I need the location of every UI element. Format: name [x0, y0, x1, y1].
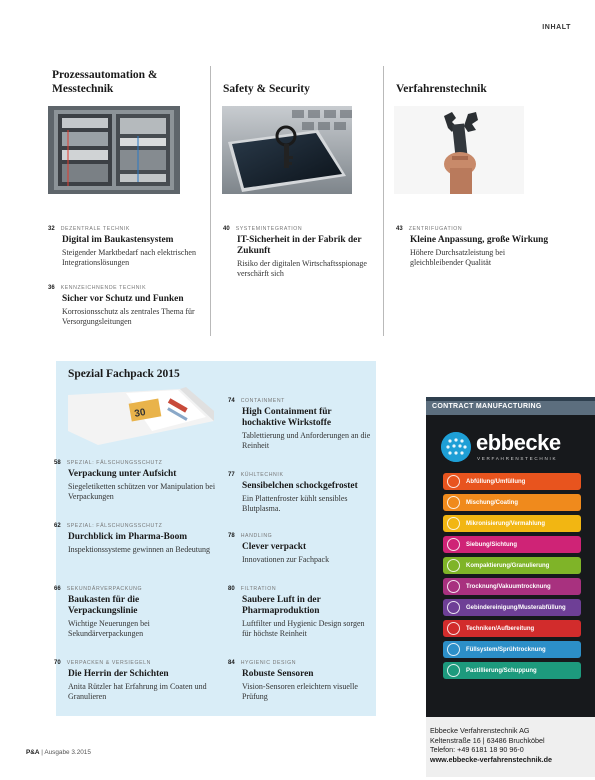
article-subtitle: Höhere Durchsatzleistung bei gleichbleibender Qualität: [410, 248, 506, 268]
article-title: Sicher vor Schutz und Funken: [62, 294, 184, 304]
article-title: Durchblick im Pharma-Boom: [68, 532, 188, 542]
article-subtitle: Steigender Marktbedarf nach elektrischen Integrationslösungen: [62, 248, 196, 268]
service-icon: [447, 475, 460, 488]
article-category: SEKUNDÄRVERPACKUNG: [66, 586, 143, 592]
page-number: 62: [54, 523, 61, 529]
article-title: High Containment für hochaktive Wirkstoffe: [242, 407, 332, 428]
page-number: 36: [48, 285, 55, 291]
service-icon: [447, 601, 460, 614]
article-entry[interactable]: [54, 460, 216, 503]
service-label: Kompaktierung/Granulierung: [466, 562, 550, 569]
article-category: KENNZEICHNENDE TECHNIK: [60, 285, 147, 291]
article-category: SPEZIAL: FÄLSCHUNGSSCHUTZ: [66, 460, 163, 466]
page-number: 43: [396, 226, 403, 232]
ebbecke-logo-subtitle: VERFAHRENSTECHNIK: [477, 456, 558, 461]
article-entry[interactable]: [228, 398, 374, 452]
article-entry[interactable]: [54, 660, 216, 703]
service-icon: [447, 580, 460, 593]
article-title: Clever verpackt: [242, 542, 307, 552]
column-title-safety: Safety & Security: [223, 83, 310, 95]
footer-issue: Ausgabe 3.2015: [44, 749, 91, 756]
article-entry[interactable]: [396, 226, 556, 269]
column-divider: [210, 66, 211, 336]
article-entry[interactable]: [54, 586, 216, 640]
page-number: 84: [228, 660, 235, 666]
article-subtitle: Ein Plattenfroster kühlt sensibles Blutplasma.: [242, 494, 348, 514]
ad-address-block: [430, 726, 552, 764]
service-label: Mikronisierung/Vermahlung: [466, 520, 546, 527]
page-number: 77: [228, 472, 235, 478]
article-subtitle: Korrosionsschutz als zentrales Thema für Versorgungsleitungen: [62, 307, 195, 327]
service-item[interactable]: [443, 641, 581, 658]
service-item[interactable]: [443, 620, 581, 637]
article-category: ZENTRIFUGATION: [408, 226, 463, 232]
article-subtitle: Inspektionssysteme gewinnen an Bedeutung: [68, 545, 210, 554]
page-number: 58: [54, 460, 61, 466]
service-icon: [447, 664, 460, 677]
service-icon: [447, 517, 460, 530]
article-subtitle: Anita Rützler hat Erfahrung im Coaten und Granulieren: [68, 682, 207, 702]
article-entry[interactable]: [228, 533, 374, 565]
service-label: Abfüllung/Umfüllung: [466, 478, 526, 485]
article-entry[interactable]: [48, 226, 206, 269]
medicine-box-photo: [68, 387, 214, 447]
article-entry[interactable]: [54, 523, 216, 555]
page-number: 66: [54, 586, 61, 592]
article-subtitle: Luftfilter und Hygienic Design sorgen für höchste Reinheit: [242, 619, 365, 639]
service-label: Mischung/Coating: [466, 499, 518, 506]
key-on-tablet-photo: [222, 106, 352, 194]
service-label: Siebung/Sichtung: [466, 541, 517, 548]
article-subtitle: Vision-Sensoren erleichtern visuelle Prüfung: [242, 682, 358, 702]
service-icon: [447, 538, 460, 551]
service-item[interactable]: [443, 473, 581, 490]
article-subtitle: Siegeletiketten schützen vor Manipulation bei Verpackungen: [68, 482, 216, 502]
page-number: 80: [228, 586, 235, 592]
article-category: VERPACKEN & VERSIEGELN: [66, 660, 151, 666]
column-divider: [383, 66, 384, 336]
page-number: 74: [228, 398, 235, 404]
article-title: Baukasten für die Verpackungslinie: [68, 595, 140, 616]
ad-company: Ebbecke Verfahrenstechnik AG: [430, 726, 530, 735]
article-category: SYSTEMINTEGRATION: [235, 226, 303, 232]
article-category: FILTRATION: [240, 586, 277, 592]
article-title: Kleine Anpassung, große Wirkung: [410, 235, 549, 245]
article-subtitle: Wichtige Neuerungen bei Sekundärverpackungen: [68, 619, 150, 639]
article-category: HANDLING: [240, 533, 273, 539]
control-cabinet-photo: [48, 106, 180, 194]
service-item[interactable]: [443, 662, 581, 679]
column-title-verfahrenstechnik: Verfahrenstechnik: [396, 83, 487, 95]
ebbecke-logo-text: ebbecke: [476, 430, 561, 455]
service-label: Füllsystem/Sprühtrocknung: [466, 646, 546, 653]
ad-phone: Telefon: +49 6181 18 90 96-0: [430, 745, 524, 755]
service-item[interactable]: [443, 578, 581, 595]
service-label: Trocknung/Vakuumtrocknung: [466, 583, 551, 590]
article-title: Saubere Luft in der Pharmaproduktion: [242, 595, 321, 616]
page-number: 78: [228, 533, 235, 539]
service-label: Gebindereinigung/Musterabfüllung: [466, 604, 566, 611]
service-item[interactable]: [443, 599, 581, 616]
article-title: Die Herrin der Schichten: [68, 669, 169, 679]
section-label: INHALT: [542, 24, 571, 31]
service-label: Pastillierung/Schuppung: [466, 667, 537, 674]
article-entry[interactable]: [228, 660, 374, 703]
service-icon: [447, 496, 460, 509]
svg-text:30: 30: [133, 407, 147, 420]
ebbecke-logo-icon: [441, 432, 471, 462]
article-title: Robuste Sensoren: [242, 669, 314, 679]
article-category: CONTAINMENT: [240, 398, 285, 404]
ad-header-stripe: [426, 397, 595, 401]
service-icon: [447, 643, 460, 656]
article-title: Digital im Baukastensystem: [62, 235, 174, 245]
article-subtitle: Risiko der digitalen Wirtschaftsspionage verschärft sich: [237, 259, 367, 279]
page-number: 32: [48, 226, 55, 232]
article-entry[interactable]: [228, 472, 374, 515]
article-category: HYGIENIC DESIGN: [240, 660, 297, 666]
service-icon: [447, 559, 460, 572]
service-item[interactable]: [443, 494, 581, 511]
article-title: Verpackung unter Aufsicht: [68, 469, 177, 479]
ad-header-title: CONTRACT MANUFACTURING: [432, 403, 542, 410]
article-category: DEZENTRALE TECHNIK: [60, 226, 130, 232]
article-title: Sensibelchen schockgefrostet: [242, 481, 358, 491]
article-category: KÜHLTECHNIK: [240, 472, 284, 478]
fist-with-wrench-photo: [394, 106, 524, 194]
article-title: IT-Sicherheit in der Fabrik der Zukunft: [237, 235, 362, 256]
spezial-title: Spezial Fachpack 2015: [68, 368, 180, 380]
footer-brand: P&A: [26, 749, 40, 756]
ad-website-link[interactable]: www.ebbecke-verfahrenstechnik.de: [430, 754, 552, 764]
article-entry[interactable]: [228, 586, 374, 640]
column-title-prozessautomation: Prozessautomation & Messtechnik: [52, 69, 158, 95]
service-item[interactable]: [443, 536, 581, 553]
service-icon: [447, 622, 460, 635]
article-category: SPEZIAL: FÄLSCHUNGSSCHUTZ: [66, 523, 163, 529]
service-label: Techniken/Aufbereitung: [466, 625, 535, 632]
service-item[interactable]: [443, 515, 581, 532]
article-entry[interactable]: [223, 226, 381, 280]
article-subtitle: Innovationen zur Fachpack: [242, 555, 330, 564]
page-footer: P&A | Ausgabe 3.2015: [26, 749, 91, 756]
article-entry[interactable]: [48, 285, 206, 328]
article-subtitle: Tablettierung und Anforderungen an die Reinheit: [242, 431, 371, 451]
ad-street: Keltenstraße 16 | 63486 Bruchköbel: [430, 735, 545, 745]
page-number: 40: [223, 226, 230, 232]
page-number: 70: [54, 660, 61, 666]
service-item[interactable]: [443, 557, 581, 574]
